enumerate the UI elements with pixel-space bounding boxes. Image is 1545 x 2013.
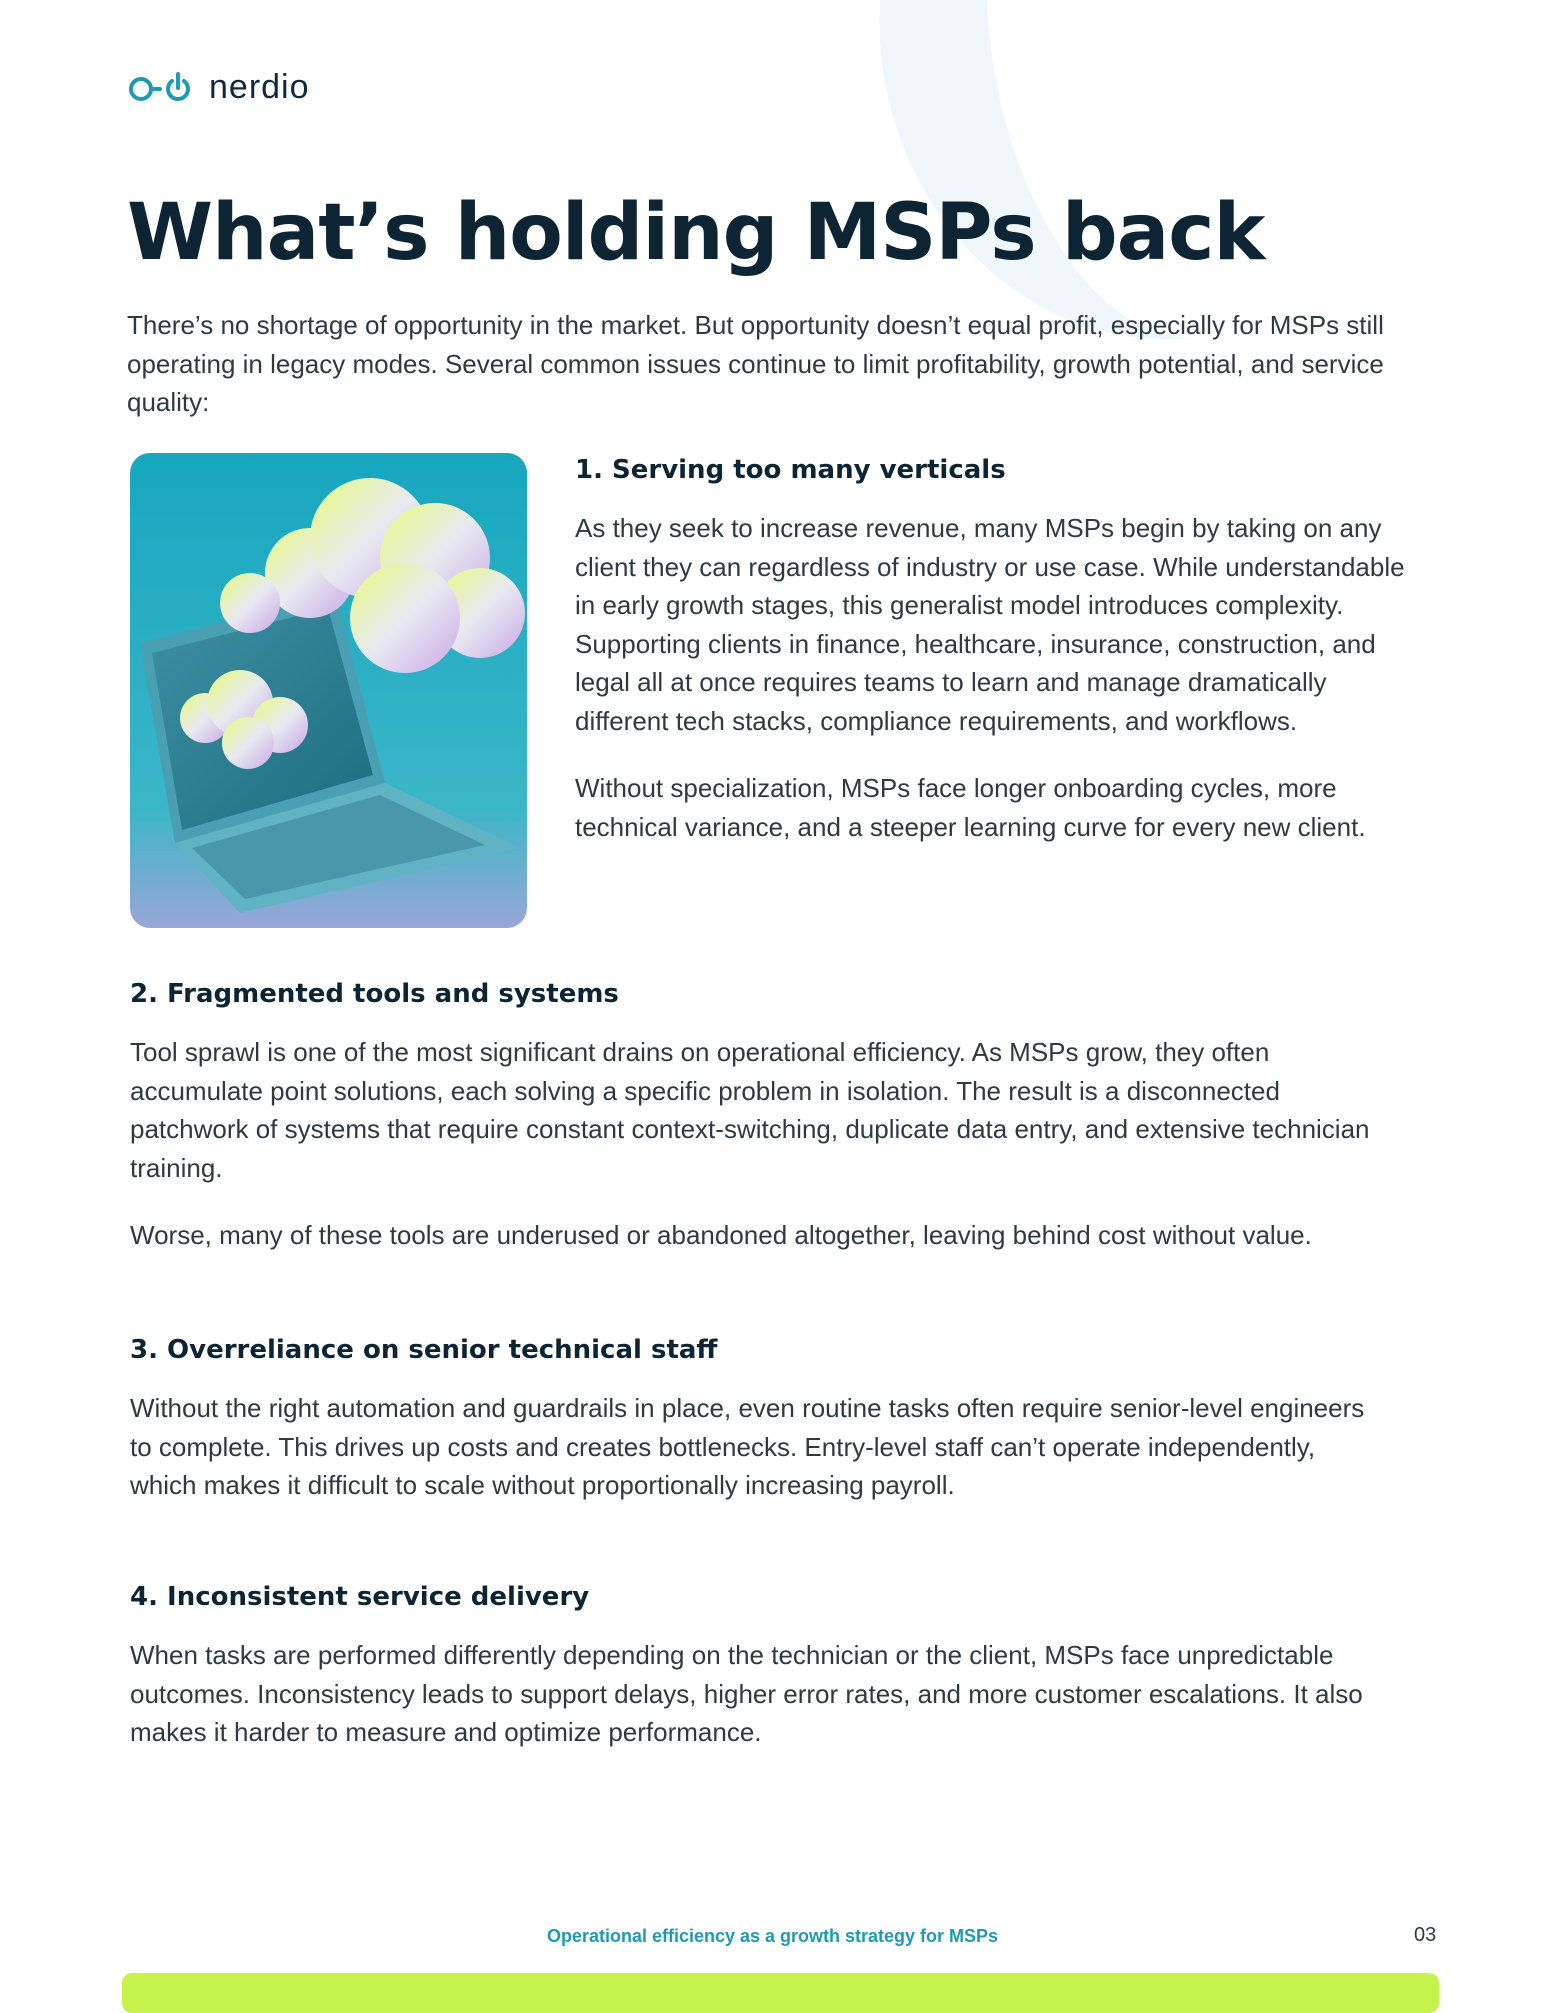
section-2 xyxy=(130,979,1380,1284)
footer-accent-bar xyxy=(122,1973,1439,2013)
section-paragraph: Without the right automation and guardrails in place, even routine tasks often require senior-level engineers to complete. This drives up costs and creates bottlenecks. Entry-level staff can’t operate independently, which makes it difficult to scale without proportionally increasing payroll. xyxy=(130,1393,1365,1500)
section-1 xyxy=(575,455,1415,875)
hero-image-laptop-clouds xyxy=(130,453,527,928)
section-paragraph: Worse, many of these tools are underused or abandoned altogether, leaving behind cost without value. xyxy=(130,1220,1312,1250)
section-heading: 2. Fragmented tools and systems xyxy=(130,979,619,1009)
section-heading: 1. Serving too many verticals xyxy=(575,455,1006,485)
section-heading: 4. Inconsistent service delivery xyxy=(130,1582,590,1612)
footer-title: Operational efficiency as a growth strategy for MSPs xyxy=(546,1926,999,1946)
section-4 xyxy=(130,1582,1380,1781)
section-3 xyxy=(130,1335,1380,1534)
section-paragraph: Without specialization, MSPs face longer onboarding cycles, more technical variance, and a steeper learning curve for every new client. xyxy=(575,773,1366,842)
section-paragraph: When tasks are performed differently depending on the technician or the client, MSPs face unpredictable outcomes. Inconsistency leads to support delays, higher error rates, and more customer escalations. It also makes it harder to measure and optimize performance. xyxy=(130,1640,1363,1747)
section-paragraph: Tool sprawl is one of the most significant drains on operational efficiency. As MSPs grow, they often accumulate point solutions, each solving a specific problem in isolation. The result is a disconnected patchwork of systems that require constant context-switching, duplicate data entry, and extensive technician training. xyxy=(130,1037,1370,1183)
section-paragraph: As they seek to increase revenue, many MSPs begin by taking on any client they can regardless of industry or use case. While understandable in early growth stages, this generalist model introduces complexity. Supporting clients in finance, healthcare, insurance, construction, and legal all at once requires teams to learn and manage dramatically different tech stacks, compliance requirements, and workflows. xyxy=(575,513,1405,736)
nerdio-logo-icon xyxy=(127,71,195,105)
page-number: 03 xyxy=(1414,1924,1437,1946)
section-heading: 3. Overreliance on senior technical staff xyxy=(130,1335,718,1365)
brand-name: nerdio xyxy=(209,68,310,106)
page-title: What’s holding MSPs back xyxy=(127,188,1265,278)
intro-paragraph: There’s no shortage of opportunity in the market. But opportunity doesn’t equal profit, especially for MSPs still operating in legacy modes. Several common issues continue to limit profitability, growth potential, and service quality: xyxy=(127,310,1384,417)
brand-logo[interactable] xyxy=(127,68,310,107)
